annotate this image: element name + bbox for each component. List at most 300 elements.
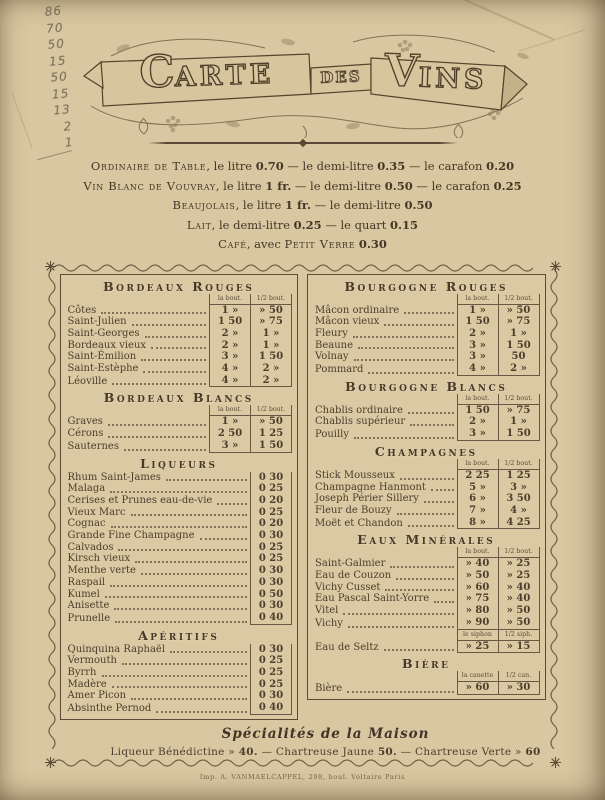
price-header: 1/2 bout. xyxy=(250,294,292,305)
menu-row xyxy=(313,617,540,630)
text-segment: 0.50 xyxy=(384,178,413,193)
price-cell: 3 » xyxy=(209,351,250,363)
price-cell: 4 » xyxy=(209,375,250,388)
price-header: la bout. xyxy=(457,294,498,305)
price-header: la bout. xyxy=(209,294,250,305)
price-header-row xyxy=(66,295,293,305)
menu-section-block xyxy=(66,644,293,715)
menu-row xyxy=(313,558,540,570)
price-header-row xyxy=(313,548,540,558)
text-segment: — Chartreuse Jaune xyxy=(257,745,378,758)
dot-leader xyxy=(348,626,454,628)
price-cell: 7 » xyxy=(457,505,498,517)
price-cell: 5 » xyxy=(457,482,498,494)
price-cell: 0 25 xyxy=(250,655,292,667)
price-cell: 2 » xyxy=(250,375,292,388)
dot-leader xyxy=(166,479,247,481)
dot-leader xyxy=(170,651,247,653)
section-title: Bourgogne Blancs xyxy=(345,378,508,394)
dot-leader xyxy=(358,347,453,349)
menu-row xyxy=(66,600,293,612)
dot-leader xyxy=(390,566,453,568)
menu-section-block xyxy=(66,295,293,388)
item-name: Joseph Périer Sillery xyxy=(315,493,419,505)
price-cell: 3 » xyxy=(457,428,498,441)
price-cell: » 30 xyxy=(498,682,540,695)
text-segment: Café xyxy=(218,237,247,251)
menu-row xyxy=(66,612,293,625)
text-segment: 40. xyxy=(238,745,258,758)
intro-line xyxy=(0,157,605,177)
price-header: 1/2 siph. xyxy=(498,630,540,641)
price-cell: 0 30 xyxy=(250,565,292,577)
dot-leader xyxy=(111,526,247,528)
text-segment: — Chartreuse Verte » xyxy=(396,745,526,758)
text-segment: , le demi-litre xyxy=(211,217,294,232)
price-cell: 0 40 xyxy=(250,702,292,715)
price-cell: 4 » xyxy=(498,505,540,517)
text-segment: 50. xyxy=(377,745,397,758)
corner-ornament-icon xyxy=(549,756,562,769)
price-cell: 0 30 xyxy=(250,577,292,589)
item-name: Raspail xyxy=(67,576,106,588)
dot-leader xyxy=(384,324,453,326)
menu-row xyxy=(66,553,293,565)
dot-leader xyxy=(124,449,206,451)
item-name: Pommard xyxy=(315,364,364,376)
item-name: Prunelle xyxy=(67,612,111,624)
price-cell: » 50 xyxy=(457,570,498,582)
price-cell: 3 » xyxy=(457,340,498,352)
item-name: Anisette xyxy=(67,600,110,612)
title-rest: ARTE xyxy=(173,58,275,94)
price-cell: 0 25 xyxy=(250,667,292,679)
dot-leader xyxy=(396,578,453,580)
item-name: Côtes xyxy=(67,304,97,316)
price-cell: 1 » xyxy=(209,416,250,428)
price-cell: 0 25 xyxy=(250,507,292,519)
dot-leader xyxy=(135,561,247,563)
item-name: Chablis ordinaire xyxy=(315,404,403,416)
item-name: Eau Pascal Saint-Yorre xyxy=(315,593,430,605)
price-cell: 0 30 xyxy=(250,472,292,484)
price-cell: 1 » xyxy=(457,305,498,317)
dot-leader xyxy=(353,336,454,338)
pencil-line: 86 xyxy=(44,3,63,19)
dot-leader xyxy=(354,359,454,361)
section-title: Liqueurs xyxy=(140,455,218,471)
text-segment: 0.15 xyxy=(390,217,419,232)
price-cell: 2 25 xyxy=(457,470,498,482)
menu-row xyxy=(313,351,540,363)
dot-leader xyxy=(410,424,453,426)
price-header-row xyxy=(313,631,540,641)
text-segment: 1 fr. xyxy=(284,198,311,212)
menu-row xyxy=(313,340,540,352)
vine-border-top xyxy=(53,262,533,272)
menu-row xyxy=(313,505,540,517)
dot-leader xyxy=(347,691,453,693)
price-cell: 0 20 xyxy=(250,518,292,530)
dot-leader xyxy=(397,513,454,515)
dot-leader xyxy=(400,478,454,480)
menu-section-block xyxy=(66,472,293,625)
menu-row xyxy=(313,416,540,428)
price-cell: 1 25 xyxy=(498,470,540,482)
item-name: Calvados xyxy=(67,541,114,553)
price-header-row xyxy=(66,406,293,416)
dot-leader xyxy=(408,412,454,414)
menu-row xyxy=(66,340,293,352)
item-name: Saint-Émilion xyxy=(67,351,137,363)
item-name: Saint-Galmier xyxy=(315,558,386,570)
section-title: Eaux Minérales xyxy=(357,532,496,548)
text-segment: Vin Blanc de Vouvray xyxy=(83,178,216,193)
dot-leader xyxy=(132,324,206,326)
price-cell: 1 50 xyxy=(498,340,540,352)
price-header-row xyxy=(313,395,540,405)
menu-section-block xyxy=(313,548,540,629)
text-segment: 0.25 xyxy=(293,217,322,232)
text-segment: Beaujolais xyxy=(172,198,236,212)
item-name: Eau de Seltz xyxy=(315,641,379,653)
price-cell: 2 » xyxy=(209,340,250,352)
item-name: Chablis supérieur xyxy=(315,416,406,428)
intro-line xyxy=(0,235,605,255)
item-name: Champagne Hanmont xyxy=(315,481,426,493)
text-segment: — le carafon xyxy=(412,178,494,193)
item-name: Sauternes xyxy=(67,440,119,452)
price-cell: » 75 xyxy=(457,593,498,605)
price-cell: 4 25 xyxy=(498,517,540,530)
price-cell: 2 » xyxy=(457,416,498,428)
text-segment: 0.70 xyxy=(255,159,284,173)
dot-leader xyxy=(156,711,247,713)
dot-leader xyxy=(131,698,247,700)
item-name: Saint-Julien xyxy=(67,316,127,328)
item-name: Beaune xyxy=(315,339,354,351)
price-cell: 0 30 xyxy=(250,530,292,542)
item-name: Vichy Cusset xyxy=(315,581,381,593)
intro-line xyxy=(0,196,605,216)
pencil-line: 50 xyxy=(49,69,69,85)
menu-row xyxy=(66,495,293,507)
menu-row xyxy=(313,517,540,530)
item-name: Rhum Saint-James xyxy=(67,471,161,483)
price-cell: 0 25 xyxy=(250,483,292,495)
price-header: 1/2 bout. xyxy=(498,294,540,305)
price-cell: 2 50 xyxy=(209,428,250,440)
title-initial: C xyxy=(138,46,175,99)
item-name: Fleur de Bouzy xyxy=(315,504,392,516)
dot-leader xyxy=(145,336,206,338)
item-name: Malaga xyxy=(67,483,106,495)
price-cell: 0 25 xyxy=(250,679,292,691)
menu-row xyxy=(313,682,540,695)
title-word-vins xyxy=(368,46,504,110)
price-cell: 0 25 xyxy=(250,542,292,554)
price-cell: 4 » xyxy=(457,363,498,376)
price-cell: » 25 xyxy=(498,558,540,570)
item-name: Menthe verte xyxy=(67,565,136,577)
item-name: Cognac xyxy=(67,518,106,530)
vine-border-left xyxy=(46,269,56,749)
item-name: Byrrh xyxy=(67,667,97,679)
dot-leader xyxy=(112,686,247,688)
item-name: Amer Picon xyxy=(67,690,127,702)
price-header: la bout. xyxy=(457,547,498,558)
menu-frame xyxy=(46,262,560,767)
item-name: Mâcon ordinaire xyxy=(315,304,400,316)
dot-leader xyxy=(200,538,247,540)
item-name: Vermouth xyxy=(67,655,117,667)
pencil-line: 15 xyxy=(48,52,67,69)
price-cell: 0 50 xyxy=(250,589,292,601)
menu-row xyxy=(66,351,293,363)
price-header: la bout. xyxy=(209,405,250,416)
pencil-line: 50 xyxy=(47,36,66,52)
item-name: Saint-Estèphe xyxy=(67,363,139,375)
dot-leader xyxy=(131,514,247,516)
menu-row xyxy=(66,530,293,542)
menu-row xyxy=(313,405,540,417)
price-cell: 3 » xyxy=(498,482,540,494)
menu-row xyxy=(66,305,293,317)
price-cell: » 40 xyxy=(457,558,498,570)
menu-row xyxy=(313,482,540,494)
price-header: 1/2 bout. xyxy=(498,459,540,470)
title-word-des: DES xyxy=(319,67,362,87)
menu-row xyxy=(66,644,293,656)
dot-leader xyxy=(115,621,247,623)
text-segment: Petit Verre xyxy=(284,237,356,251)
price-cell: 2 » xyxy=(250,363,292,375)
item-name: Eau de Couzon xyxy=(315,570,392,582)
price-cell: 4 » xyxy=(209,363,250,375)
price-header-row xyxy=(313,295,540,305)
item-name: Stick Mousseux xyxy=(315,469,395,481)
price-cell: » 50 xyxy=(498,605,540,617)
price-cell: 0 20 xyxy=(250,495,292,507)
menu-column-left xyxy=(60,274,299,720)
menu-row xyxy=(66,375,293,388)
menu-row xyxy=(66,679,293,691)
text-segment: 60 xyxy=(525,745,541,758)
dot-leader xyxy=(368,372,453,374)
menu-row xyxy=(66,507,293,519)
pencil-line: 2 xyxy=(62,118,73,134)
menu-section-block xyxy=(313,631,540,654)
dot-leader xyxy=(110,491,247,493)
price-cell: 1 » xyxy=(209,305,250,317)
item-name: Vichy xyxy=(315,617,343,629)
item-name: Bordeaux vieux xyxy=(67,339,147,351)
item-name: Vieux Marc xyxy=(67,506,126,518)
menu-column-right xyxy=(307,274,546,700)
text-segment: 0.50 xyxy=(404,198,433,212)
price-cell: 50 xyxy=(498,351,540,363)
menu-row xyxy=(313,493,540,505)
menu-row xyxy=(313,470,540,482)
item-name: Quinquina Raphaël xyxy=(67,643,166,655)
dot-leader xyxy=(431,489,454,491)
price-header: la bout. xyxy=(457,459,498,470)
dot-leader xyxy=(110,585,247,587)
dot-leader xyxy=(112,383,206,385)
menu-row xyxy=(66,655,293,667)
text-segment: — le demi-litre xyxy=(283,159,378,173)
price-cell: » 60 xyxy=(457,682,498,695)
menu-row xyxy=(313,363,540,376)
item-name: Mâcon vieux xyxy=(315,316,380,328)
price-header: la bout. xyxy=(457,394,498,405)
section-title: Bourgogne Rouges xyxy=(344,278,508,294)
price-cell: 2 » xyxy=(457,328,498,340)
item-name: Cérons xyxy=(67,428,104,440)
dot-leader xyxy=(404,312,453,314)
menu-row xyxy=(66,542,293,554)
price-cell: » 75 xyxy=(498,316,540,328)
menu-section-block xyxy=(313,460,540,530)
menu-row xyxy=(66,483,293,495)
menu-row xyxy=(313,570,540,582)
dot-leader xyxy=(385,589,453,591)
text-segment: 0.35 xyxy=(377,159,406,173)
menu-row xyxy=(313,593,540,605)
menu-row xyxy=(313,641,540,654)
text-segment: — le demi-litre xyxy=(291,178,385,193)
price-cell: 3 50 xyxy=(498,493,540,505)
text-segment: 0.30 xyxy=(358,237,387,251)
pencil-line: 1 xyxy=(64,134,75,150)
menu-row xyxy=(66,702,293,715)
item-name: Vitel xyxy=(315,605,339,617)
dot-leader xyxy=(343,613,453,615)
dot-leader xyxy=(434,601,453,603)
item-name: Kumel xyxy=(67,588,100,600)
text-segment: 1 fr. xyxy=(265,178,292,193)
price-cell: » 25 xyxy=(498,570,540,582)
menu-section-block xyxy=(313,672,540,695)
price-cell: 0 25 xyxy=(250,553,292,565)
price-cell: » 40 xyxy=(498,593,540,605)
specialties-title: Spécialités de la Maison xyxy=(221,725,430,742)
price-cell: » 90 xyxy=(457,617,498,630)
item-name: Madère xyxy=(67,678,107,690)
text-segment: 0.20 xyxy=(486,159,515,173)
menu-row xyxy=(66,328,293,340)
price-cell: » 80 xyxy=(457,605,498,617)
text-segment: Liqueur Bénédictine » xyxy=(110,745,239,758)
text-segment: , le litre xyxy=(215,178,266,193)
item-name: Grande Fine Champagne xyxy=(67,530,195,542)
section-title: Bière xyxy=(402,656,451,672)
price-cell: » 50 xyxy=(250,416,292,428)
price-cell: 6 » xyxy=(457,493,498,505)
pencil-line: 15 xyxy=(51,85,70,102)
price-cell: » 60 xyxy=(457,582,498,594)
item-name: Léoville xyxy=(67,375,108,387)
dot-leader xyxy=(141,573,247,575)
price-cell: 1 » xyxy=(498,416,540,428)
item-name: Bière xyxy=(315,683,343,695)
dot-leader xyxy=(143,371,206,373)
intro-prices xyxy=(0,157,605,255)
menu-section-block xyxy=(66,406,293,452)
price-cell: 1 25 xyxy=(250,428,292,440)
intro-line xyxy=(0,216,605,236)
text-segment: Lait xyxy=(186,217,212,232)
menu-row xyxy=(66,667,293,679)
item-name: Pouilly xyxy=(315,429,350,441)
title-divider xyxy=(148,138,458,147)
dot-leader xyxy=(217,503,247,505)
price-cell: » 25 xyxy=(457,641,498,654)
pencil-line: 70 xyxy=(45,19,65,36)
menu-row xyxy=(313,428,540,441)
price-cell: 0 30 xyxy=(250,690,292,702)
dot-leader xyxy=(114,608,247,610)
price-cell: 1 50 xyxy=(457,316,498,328)
price-cell: 1 » xyxy=(498,328,540,340)
price-cell: » 50 xyxy=(498,305,540,317)
price-cell: » 75 xyxy=(498,405,540,417)
price-header-row xyxy=(313,460,540,470)
section-title: Bordeaux Blancs xyxy=(103,390,254,406)
price-cell: 1 50 xyxy=(250,440,292,453)
printer-imprint: Imp. A. VANMAELCAPPEL, 298, boul. Voltaire Paris xyxy=(199,772,406,781)
dot-leader xyxy=(354,437,453,439)
text-segment: Ordinaire de Table xyxy=(90,159,207,173)
menu-section-block xyxy=(313,295,540,376)
vine-border-right xyxy=(550,269,560,749)
price-cell: » 15 xyxy=(498,641,540,654)
price-cell: 0 30 xyxy=(250,644,292,656)
dot-leader xyxy=(101,312,206,314)
text-segment: 0.25 xyxy=(493,178,522,193)
price-cell: » 50 xyxy=(498,617,540,630)
item-name: Fleury xyxy=(315,327,348,339)
price-cell: 0 30 xyxy=(250,600,292,612)
menu-row xyxy=(66,428,293,440)
title-banner xyxy=(53,26,553,138)
section-title: Apéritifs xyxy=(138,627,220,643)
price-cell: 2 » xyxy=(498,363,540,376)
dot-leader xyxy=(102,675,248,677)
dot-leader xyxy=(424,501,454,503)
vine-border-bottom xyxy=(53,757,533,767)
price-header: le siphon xyxy=(457,630,498,641)
dot-leader xyxy=(108,436,206,438)
price-cell: 1 50 xyxy=(457,405,498,417)
price-cell: » 75 xyxy=(250,316,292,328)
menu-row xyxy=(66,565,293,577)
dot-leader xyxy=(118,549,247,551)
specialties-section xyxy=(60,726,546,758)
dot-leader xyxy=(105,596,247,598)
menu-row xyxy=(66,472,293,484)
price-cell: 1 » xyxy=(250,328,292,340)
dot-leader xyxy=(122,663,247,665)
corner-ornament-icon xyxy=(549,260,562,273)
price-cell: 8 » xyxy=(457,517,498,530)
price-cell: » 50 xyxy=(250,305,292,317)
corner-ornament-icon xyxy=(44,756,57,769)
menu-row xyxy=(66,440,293,453)
item-name: Volnay xyxy=(315,351,349,363)
menu-section-block xyxy=(313,395,540,441)
menu-row xyxy=(66,518,293,530)
